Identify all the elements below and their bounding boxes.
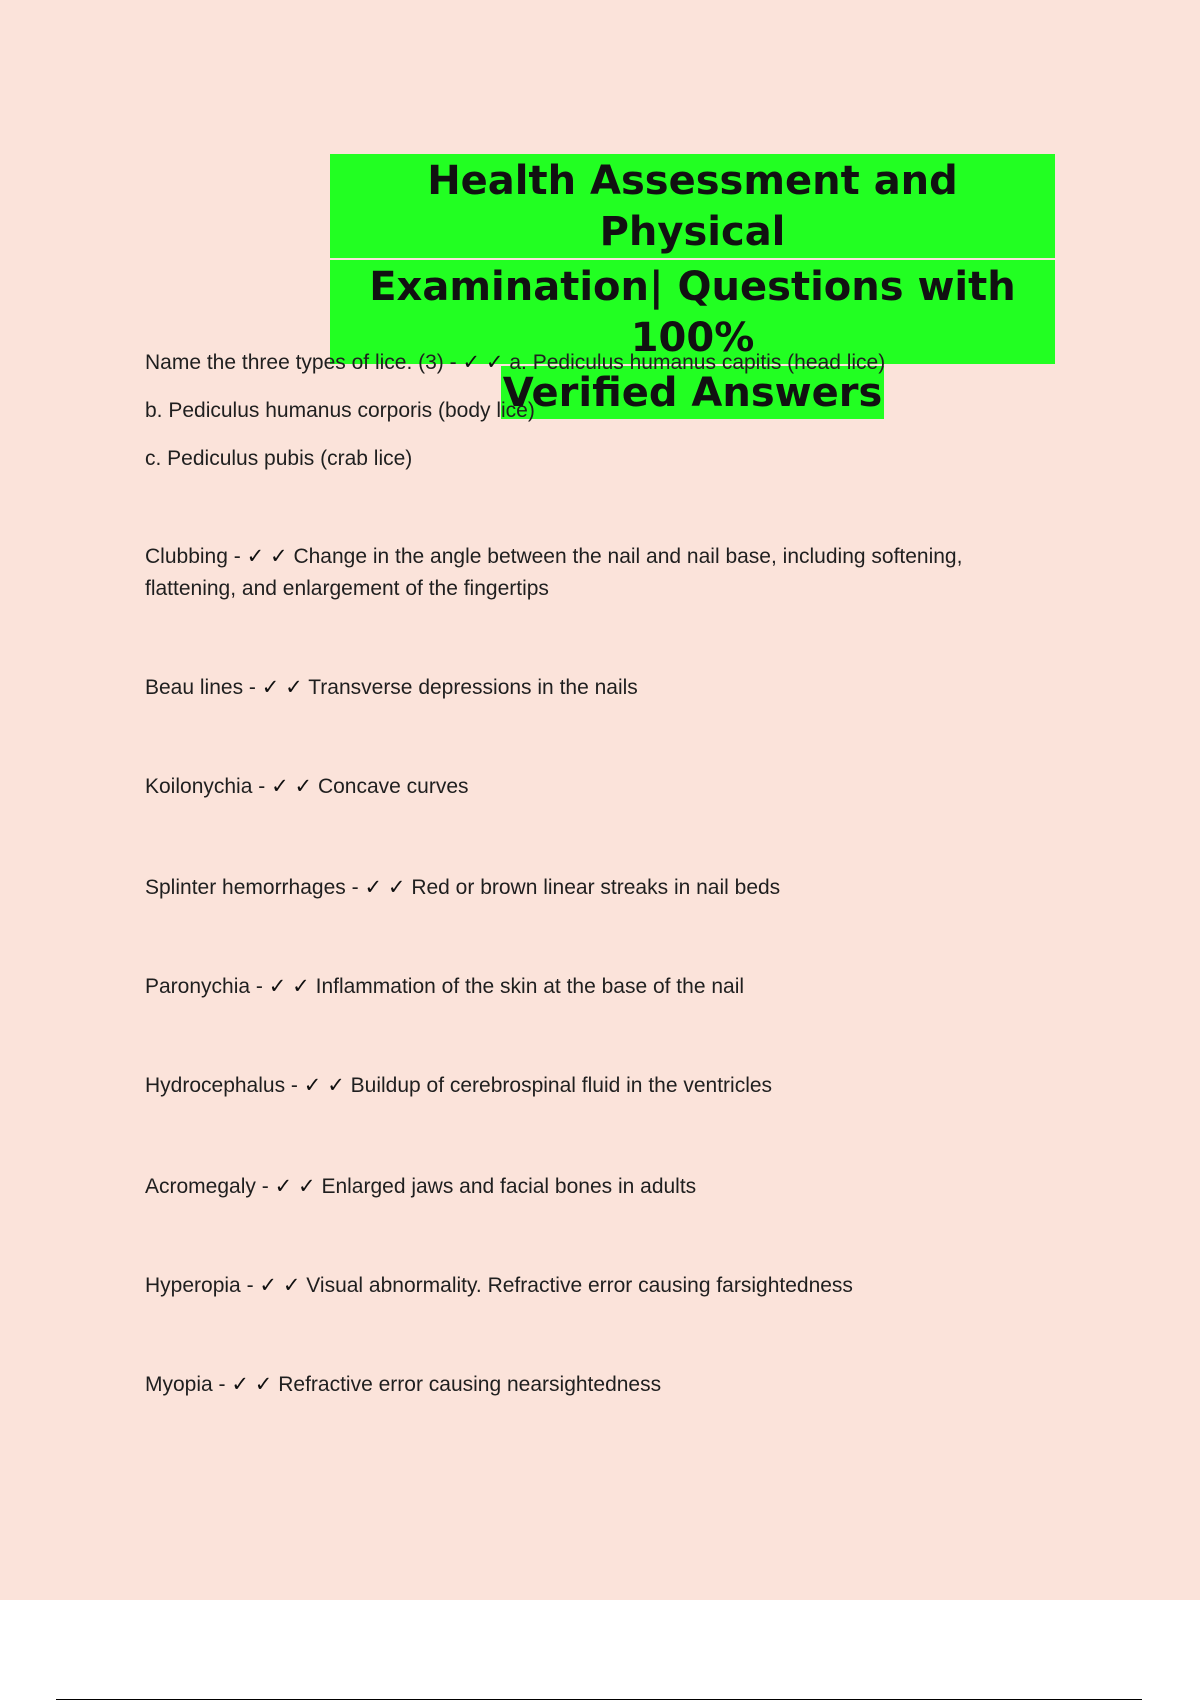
entry-lice-crab bbox=[145, 443, 1005, 475]
entry-definition: b. Pediculus humanus corporis (body lice) bbox=[145, 399, 535, 422]
entry-term: Acromegaly bbox=[145, 1175, 256, 1198]
entry-term: Name the three types of lice. (3) bbox=[145, 351, 444, 374]
entry-definition: Enlarged jaws and facial bones in adults bbox=[321, 1175, 697, 1198]
entry-term: Hydrocephalus bbox=[145, 1074, 286, 1097]
entry-definition: Concave curves bbox=[317, 775, 469, 798]
entry-paronychia bbox=[145, 971, 1005, 1003]
entry-definition: Change in the angle between the nail and nail base, including softening, flattening, and enlargement of the fingertips bbox=[145, 545, 969, 600]
entry-separator: - bbox=[285, 1074, 304, 1097]
entry-separator: - bbox=[243, 676, 262, 699]
entry-separator: - bbox=[443, 351, 463, 374]
entry-definition: Transverse depressions in the nails bbox=[308, 676, 638, 699]
title-line-1: Health Assessment and Physical bbox=[330, 154, 1055, 258]
check-marks-icon: ✓ ✓ bbox=[259, 1274, 307, 1297]
title-line-2: Examination| Questions with 100% bbox=[330, 260, 1055, 364]
entry-term: Paronychia bbox=[145, 975, 251, 998]
entry-acromegaly bbox=[145, 1171, 1005, 1203]
entry-term: Myopia bbox=[145, 1373, 213, 1396]
entry-definition: Red or brown linear streaks in nail beds bbox=[411, 876, 781, 899]
entry-splinter-hemorrhages bbox=[145, 872, 1005, 904]
entry-hyperopia bbox=[145, 1270, 1005, 1302]
entry-definition: a. Pediculus humanus capitis (head lice) bbox=[509, 351, 886, 374]
entry-separator: - bbox=[240, 1274, 260, 1297]
entry-separator: - bbox=[345, 876, 365, 899]
entry-lice-body bbox=[145, 395, 1005, 427]
check-marks-icon: ✓ ✓ bbox=[274, 1175, 322, 1198]
entry-myopia bbox=[145, 1369, 1005, 1401]
entry-hydrocephalus bbox=[145, 1070, 1005, 1102]
entry-definition: c. Pediculus pubis (crab lice) bbox=[145, 447, 413, 470]
entry-separator: - bbox=[252, 775, 272, 798]
entry-separator: - bbox=[250, 975, 269, 998]
check-marks-icon: ✓ ✓ bbox=[231, 1373, 279, 1396]
entry-separator: - bbox=[212, 1373, 232, 1396]
entry-beau-lines bbox=[145, 672, 1005, 704]
check-marks-icon: ✓ ✓ bbox=[268, 975, 316, 998]
check-marks-icon: ✓ ✓ bbox=[364, 876, 412, 899]
entry-lice-types bbox=[145, 347, 1005, 379]
check-marks-icon: ✓ ✓ bbox=[246, 545, 294, 568]
check-marks-icon: ✓ ✓ bbox=[462, 351, 510, 374]
entry-definition: Buildup of cerebrospinal fluid in the ventricles bbox=[350, 1074, 773, 1097]
check-marks-icon: ✓ ✓ bbox=[261, 676, 309, 699]
entry-definition: Visual abnormality. Refractive error causing farsightedness bbox=[306, 1274, 853, 1297]
entry-separator: - bbox=[227, 545, 247, 568]
entry-clubbing bbox=[145, 541, 1005, 605]
entry-term: Clubbing bbox=[145, 545, 228, 568]
document-title bbox=[330, 154, 1055, 421]
check-marks-icon: ✓ ✓ bbox=[271, 775, 318, 798]
check-marks-icon: ✓ ✓ bbox=[303, 1074, 351, 1097]
entry-term: Splinter hemorrhages bbox=[145, 876, 346, 899]
entry-separator: - bbox=[255, 1175, 275, 1198]
entry-definition: Refractive error causing nearsightedness bbox=[278, 1373, 662, 1396]
entry-term: Beau lines bbox=[145, 676, 244, 699]
title-line-3: Verified Answers bbox=[501, 366, 885, 419]
entry-koilonychia bbox=[145, 771, 1005, 803]
entry-term: Hyperopia bbox=[145, 1274, 241, 1297]
entry-definition: Inflammation of the skin at the base of the nail bbox=[315, 975, 745, 998]
entry-term: Koilonychia bbox=[145, 775, 253, 798]
